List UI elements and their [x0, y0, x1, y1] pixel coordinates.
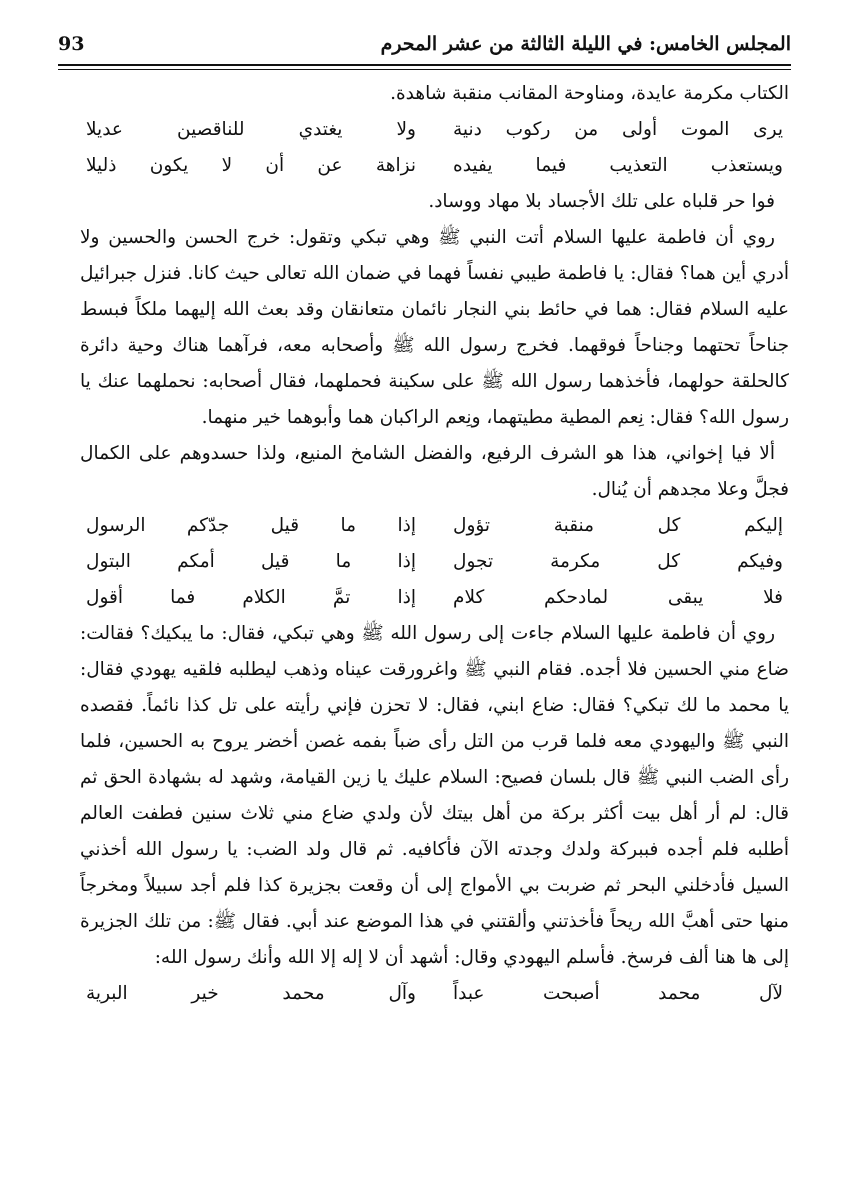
verse-first-hemistich: فلا يبقى لمادحكم كلام — [453, 587, 783, 608]
verse-second-hemistich: إذا ما قيل جدّكم الرسول — [86, 515, 416, 536]
verse-line — [80, 112, 789, 148]
verse-line — [80, 508, 789, 544]
verse-first-hemistich: لآل محمد أصبحت عبداً — [453, 983, 783, 1004]
paragraph: الكتاب مكرمة عايدة، ومناوحة المقانب منقبة شاهدة. — [390, 83, 789, 104]
paragraph: ألا فيا إخواني، هذا هو الشرف الرفيع، والفضل الشامخ المنيع، ولذا حسدوهم على الكمال فجلَّ وعلا مجدهم أن يُنال. — [80, 443, 789, 500]
verse-line — [80, 976, 789, 1012]
verse-second-hemistich: ولا يغتدي للناقصين عديلا — [86, 119, 416, 140]
header-rule-thin — [58, 69, 791, 70]
verse-second-hemistich: إذا تمَّ الكلام فما أقول — [86, 587, 416, 608]
verse-first-hemistich: وفيكم كل مكرمة تجول — [453, 551, 783, 572]
verse-first-hemistich: إليكم كل منقبة تؤول — [453, 515, 783, 536]
verse-second-hemistich: إذا ما قيل أمكم البتول — [86, 551, 416, 572]
page-body — [80, 76, 789, 1012]
verse-line — [80, 544, 789, 580]
verse-line — [80, 580, 789, 616]
page-header — [58, 26, 791, 62]
verse-first-hemistich: يرى الموت أولى من ركوب دنية — [453, 119, 783, 140]
paragraph: فوا حر قلباه على تلك الأجساد بلا مهاد ووساد. — [428, 191, 775, 212]
page-number: 93 — [58, 33, 85, 55]
verse-line — [80, 148, 789, 184]
running-title: المجلس الخامس: في الليلة الثالثة من عشر المحرم — [380, 33, 791, 55]
paragraph: روي أن فاطمة عليها السلام أتت النبي ﷺ وهي تبكي وتقول: خرج الحسن والحسين ولا أدري أين هما؟ فقال: يا فاطمة طيبي نفساً فهما في ضمان الله تعالى حيث كانا. فنزل جبرائيل عليه السلام فقال: هما في حائط بني النجار نائمان متعانقان وقد بعث الله إليهما ملكاً فبسط جناحاً تحتهما وجناحاً فوقهما. فخرج رسول الله ﷺ وأصحابه معه، فرآهما هناك وحية دائرة كالحلقة حولهما، فأخذهما رسول الله ﷺ على سكينة فحملهما، فقال أصحابه: نحملهما عنك يا رسول الله؟ فقال: نِعم المطية مطيتهما، ونِعم الراكبان هما وأبوهما خير منهما. — [80, 227, 789, 428]
header-rule-thick — [58, 64, 791, 66]
verse-first-hemistich: ويستعذب التعذيب فيما يفيده — [453, 155, 783, 176]
verse-second-hemistich: وآل محمد خير البرية — [86, 983, 416, 1004]
paragraph: روي أن فاطمة عليها السلام جاءت إلى رسول الله ﷺ وهي تبكي، فقال: ما يبكيك؟ فقالت: ضاع مني الحسين فلا أجده. فقام النبي ﷺ واغرورقت عيناه وذهب ليطلبه فلقيه يهودي فقال: يا محمد ما لك تبكي؟ فقال: ضاع ابني، فقال: لا تحزن فإني رأيته على تل كذا نائماً. فقصده النبي ﷺ واليهودي معه فلما قرب من التل رأى ضباً بفمه غصن أخضر يروح به الحسين، فلما رأى الضب النبي ﷺ قال بلسان فصيح: السلام عليك يا زين القيامة، وشهد له بشهادة الحق ثم قال: لم أر أهل بيت أكثر بركة من أهل بيتك لأن ولدي ضاع مني ثلاث سنين فطفت العالم أطلبه فلم أجده فببركة ولدك وجدته الآن فأكافيه. ثم قال ولد الضب: يا رسول الله أخذني السيل فأدخلني البحر ثم ضربت بي الأمواج إلى أن وقعت بجزيرة كذا فلم أجد سبيلاً ومخرجاً منها حتى أهبَّ الله ريحاً فأخذتني وألقتني في هذا الموضع عند أبي. فقال ﷺ: من تلك الجزيرة إلى ها هنا ألف فرسخ. فأسلم اليهودي وقال: أشهد أن لا إله إلا الله وأنك رسول الله: — [80, 623, 789, 968]
verse-second-hemistich: نزاهة عن أن لا يكون ذليلا — [86, 155, 416, 176]
